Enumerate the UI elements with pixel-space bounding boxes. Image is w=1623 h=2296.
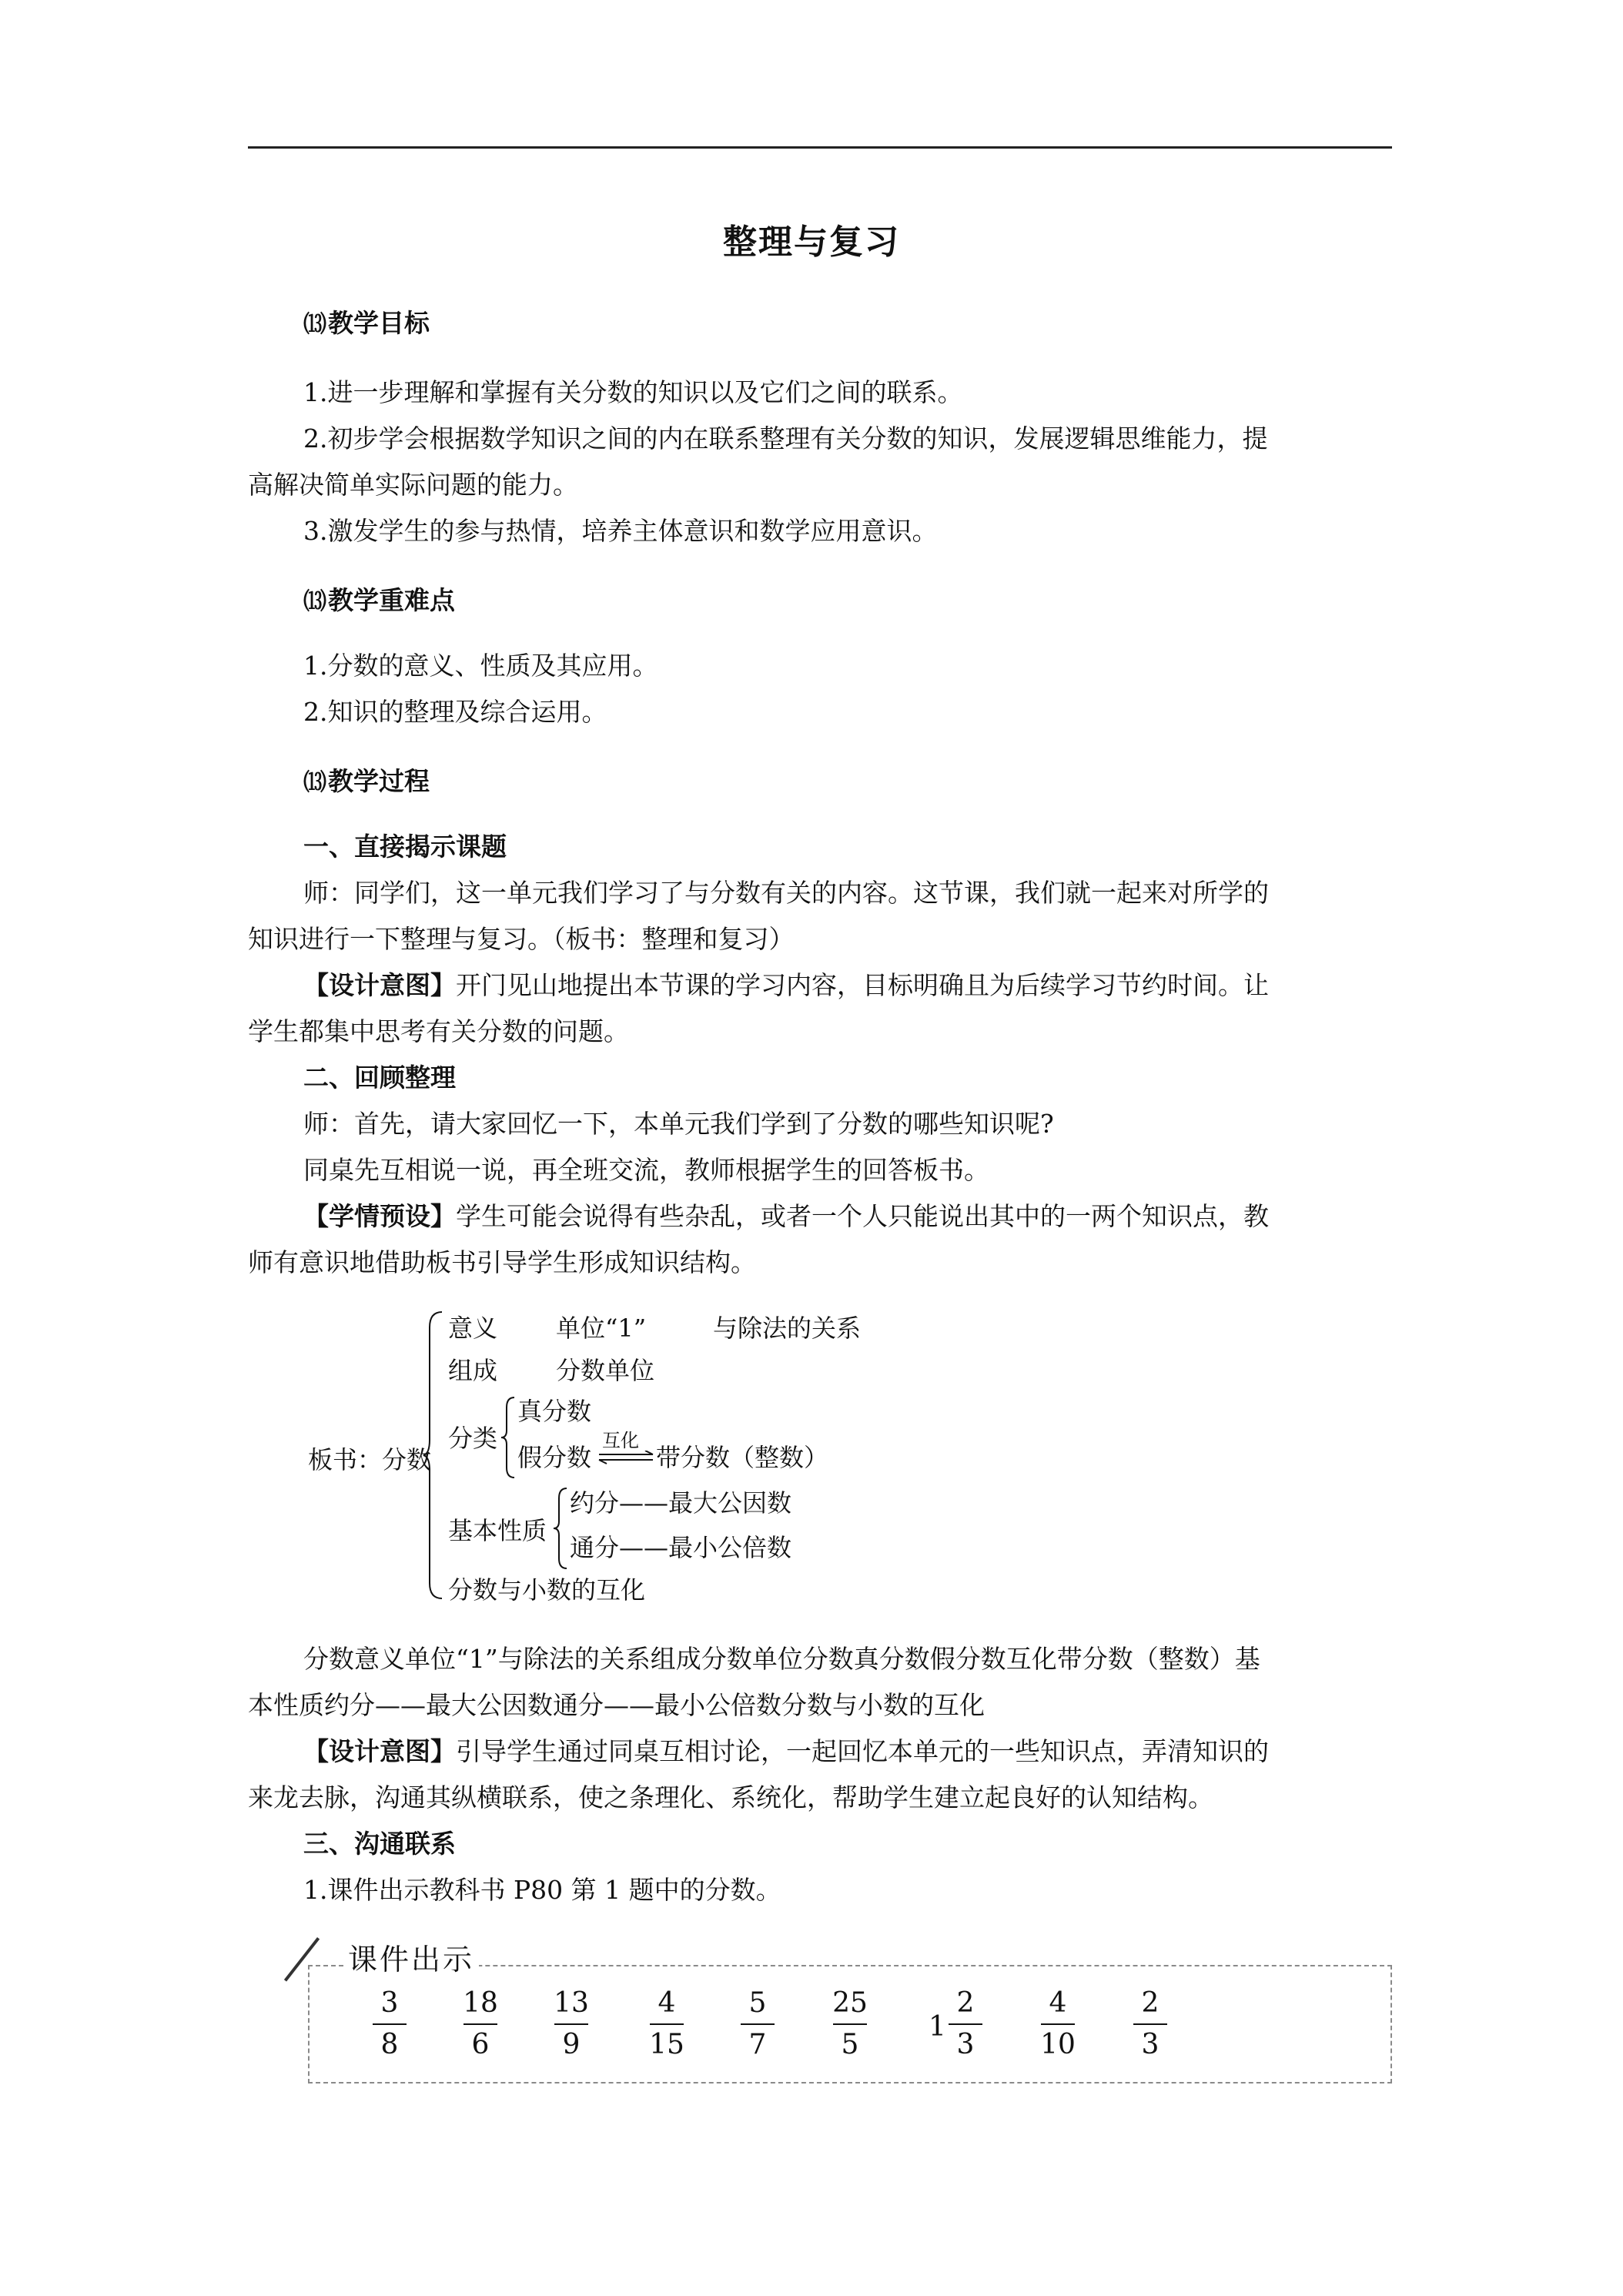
class-brace <box>499 1395 517 1480</box>
section-marker: ⒀ <box>303 311 326 338</box>
fraction: 2 3 <box>935 1986 996 2062</box>
fraction: 2 3 <box>1119 1986 1181 2062</box>
goals-heading: ⒀教学目标 <box>303 308 430 340</box>
fraction: 18 6 <box>463 1987 498 2060</box>
board-class-item: 假分数 <box>517 1443 592 1472</box>
part3-heading: 三、沟通联系 <box>303 1829 456 1859</box>
courseware-title: 课件出示 <box>343 1936 479 1978</box>
part2-line: 师：首先，请大家回忆一下，本单元我们学到了分数的哪些知识呢? <box>303 1109 1054 1139</box>
board-last: 分数与小数的互化 <box>448 1575 646 1605</box>
fraction: 13 9 <box>554 1987 589 2060</box>
fraction: 3 8 <box>359 1986 420 2062</box>
part1-line: 知识进行一下整理与复习。（板书：整理和复习） <box>248 924 795 954</box>
part2-preset-line: 师有意识地借助板书引导学生形成知识结构。 <box>248 1247 756 1277</box>
key-line: 2.知识的整理及综合运用。 <box>303 697 607 727</box>
fraction: 5 7 <box>727 1986 788 2062</box>
part3-line: 1.课件出示教科书 P80 第 1 题中的分数。 <box>303 1875 781 1905</box>
board-basic-label: 基本性质 <box>448 1516 547 1545</box>
part2-preset: 【学情预设】学生可能会说得有些杂乱，或者一个人只能说出其中的一两个知识点，教 <box>303 1201 1269 1231</box>
design2: 【设计意图】引导学生通过同桌互相讨论，一起回忆本单元的一些知识点，弄清知识的 <box>303 1736 1269 1766</box>
part1-design-line: 学生都集中思考有关分数的问题。 <box>248 1016 629 1046</box>
design-tag: 【设计意图】 <box>303 1736 456 1766</box>
page-title: 整理与复习 <box>723 223 900 262</box>
goal-line: 高解决简单实际问题的能力。 <box>248 470 578 500</box>
board-class-label: 分类 <box>448 1424 498 1453</box>
fraction: 4 10 <box>1040 1987 1076 2060</box>
fraction: 25 5 <box>832 1987 868 2060</box>
goal-line: 3.激发学生的参与热情，培养主体意识和数学应用意识。 <box>303 516 938 546</box>
part1-line: 师：同学们，这一单元我们学习了与分数有关的内容。这节课，我们就一起来对所学的 <box>303 878 1269 908</box>
header-rule <box>248 146 1392 149</box>
board-basic-item: 约分——最大公因数 <box>570 1488 792 1518</box>
part2-heading: 二、回顾整理 <box>303 1063 456 1093</box>
board-row2-b: 分数单位 <box>556 1356 655 1385</box>
design-tag: 【设计意图】 <box>303 970 456 1000</box>
summary-line: 本性质约分——最大公因数通分——最小公倍数分数与小数的互化 <box>248 1690 985 1720</box>
board-label: 板书：分数 <box>308 1445 432 1474</box>
goal-line: 2.初步学会根据数学知识之间的内在联系整理有关分数的知识，发展逻辑思维能力，提 <box>303 423 1268 454</box>
part1-heading: 一、直接揭示课题 <box>303 832 507 862</box>
key-line: 1.分数的意义、性质及其应用。 <box>303 651 658 681</box>
board-row1-a: 意义 <box>448 1314 498 1343</box>
part1-design: 【设计意图】开门见山地提出本节课的学习内容，目标明确且为后续学习节约时间。让 <box>303 970 1269 1000</box>
fraction: 4 15 <box>649 1987 684 2060</box>
part2-line: 同桌先互相说一说，再全班交流，教师根据学生的回答板书。 <box>303 1155 989 1185</box>
summary-line: 分数意义单位“1”与除法的关系组成分数单位分数真分数假分数互化带分数（整数）基 <box>303 1644 1260 1674</box>
mixed-whole: 1 <box>929 2011 946 2043</box>
exchange-arrow <box>597 1451 656 1464</box>
board-row1-b: 单位“1” <box>556 1314 647 1343</box>
basic-brace <box>551 1486 570 1571</box>
process-heading: ⒀教学过程 <box>303 766 430 798</box>
board-class-item: 带分数（整数） <box>656 1443 829 1472</box>
main-brace <box>422 1309 445 1602</box>
board-row2-a: 组成 <box>448 1356 498 1385</box>
board-exchange-label: 互化 <box>602 1430 639 1451</box>
goal-line: 1.进一步理解和掌握有关分数的知识以及它们之间的联系。 <box>303 377 963 407</box>
design2-line: 来龙去脉，沟通其纵横联系，使之条理化、系统化，帮助学生建立起良好的认知结构。 <box>248 1782 1213 1812</box>
board-basic-item: 通分——最小公倍数 <box>570 1533 792 1562</box>
board-class-item: 真分数 <box>517 1397 592 1426</box>
board-row1-c: 与除法的关系 <box>713 1314 862 1343</box>
section-marker: ⒀ <box>303 769 326 796</box>
section-marker: ⒀ <box>303 588 326 615</box>
preset-tag: 【学情预设】 <box>303 1201 456 1231</box>
key-heading: ⒀教学重难点 <box>303 585 455 618</box>
